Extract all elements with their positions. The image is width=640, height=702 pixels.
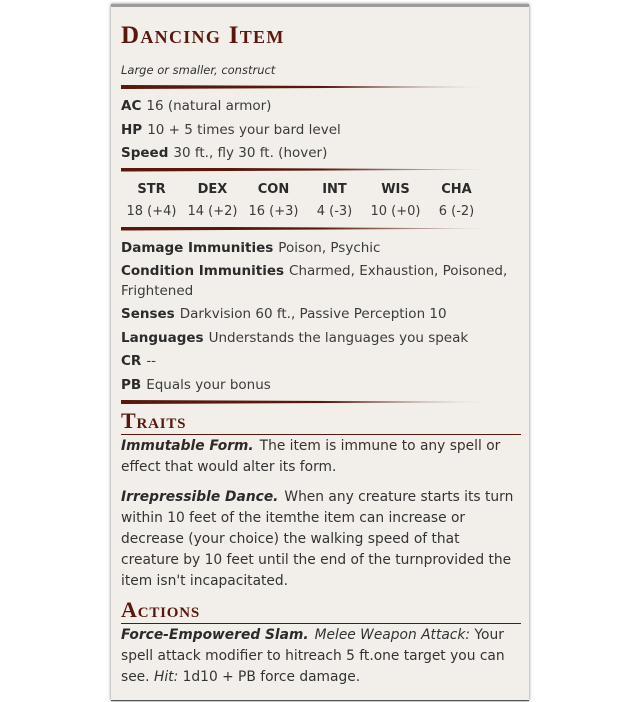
pb-value: Equals your bonus [146,376,271,393]
ability-value: 10 (+0) [370,203,421,219]
ability-name: STR [137,181,166,197]
senses-label: Senses [121,306,175,322]
ability-name: INT [322,181,347,197]
action-hit-label: Hit: [153,669,179,685]
armor-class [121,97,521,117]
languages-value: Understands the languages you speak [208,329,469,346]
ability-con [243,180,304,223]
action-hit-text: 1d10 + PB force damage. [182,669,361,685]
divider [121,227,521,231]
ability-dex [182,180,243,223]
trait-entry [121,487,521,592]
ability-str [121,180,182,223]
action-name: Force-Empowered Slam. [121,627,309,643]
damage-immunities-value: Poison, Psychic [278,239,381,256]
trait-name: Immutable Form. [121,438,254,454]
proficiency-bonus [121,376,521,396]
ability-cha [426,180,487,223]
ability-name: CHA [441,181,472,197]
stat-block [111,4,529,701]
cr-label: CR [121,353,142,369]
challenge-rating [121,352,521,372]
condition-immunities [121,262,521,301]
action-text: Your spell attack modifier to hitreach 5 ft.one target you can see. [121,627,505,685]
traits-heading: Traits [121,408,521,435]
ability-value: 14 (+2) [187,203,238,219]
languages-label: Languages [121,329,204,346]
ability-name: WIS [381,181,410,197]
ability-value: 18 (+4) [126,203,177,219]
trait-entry [121,436,521,478]
damage-immunities-label: Damage Immunities [121,239,274,256]
creature-name: Dancing Item [121,22,285,49]
trait-name: Irrepressible Dance. [121,489,279,505]
condition-immunities-label: Condition Immunities [121,263,285,279]
damage-immunities [121,239,521,259]
ability-scores [121,180,521,223]
ability-value: 16 (+3) [248,203,299,219]
condition-immunities-value: Charmed, Exhaustion, Poisoned, Frightened [121,263,508,299]
speed-label: Speed [121,145,169,161]
creature-type: Large or smaller, construct [121,63,276,77]
divider [121,85,521,89]
spacer [121,478,521,487]
hit-points [121,121,521,141]
ac-value: 16 (natural armor) [146,98,272,114]
ability-name: CON [257,181,290,197]
divider [121,400,521,404]
trait-text: When any creature starts its turn within 10 feet of the itemthe item can increase or decrease (your choice) the walking speed of that creature by 10 feet until the end of the turnprovided the item isn't incapacitated. [121,489,514,589]
ability-value: 6 (-2) [438,203,475,219]
stat-block-content [121,21,521,688]
senses [121,305,521,325]
languages [121,329,521,349]
pb-label: PB [121,376,142,393]
cr-value: -- [146,353,157,369]
speed-value: 30 ft., fly 30 ft. (hover) [173,145,328,161]
senses-value: Darkvision 60 ft., Passive Perception 10 [179,306,447,322]
speed [121,144,521,164]
ac-label: AC [121,98,142,114]
divider [121,168,521,172]
action-attack-type: Melee Weapon Attack: [314,627,471,643]
ability-int [304,180,365,223]
action-entry [121,625,521,688]
hp-value: 10 + 5 times your bard level [147,121,341,138]
ability-name: DEX [197,181,228,197]
actions-heading: Actions [121,597,521,624]
trait-text: The item is immune to any spell or effect that would alter its form. [121,438,501,475]
ability-wis [365,180,426,223]
ability-value: 4 (-3) [316,203,353,219]
hp-label: HP [121,121,143,138]
